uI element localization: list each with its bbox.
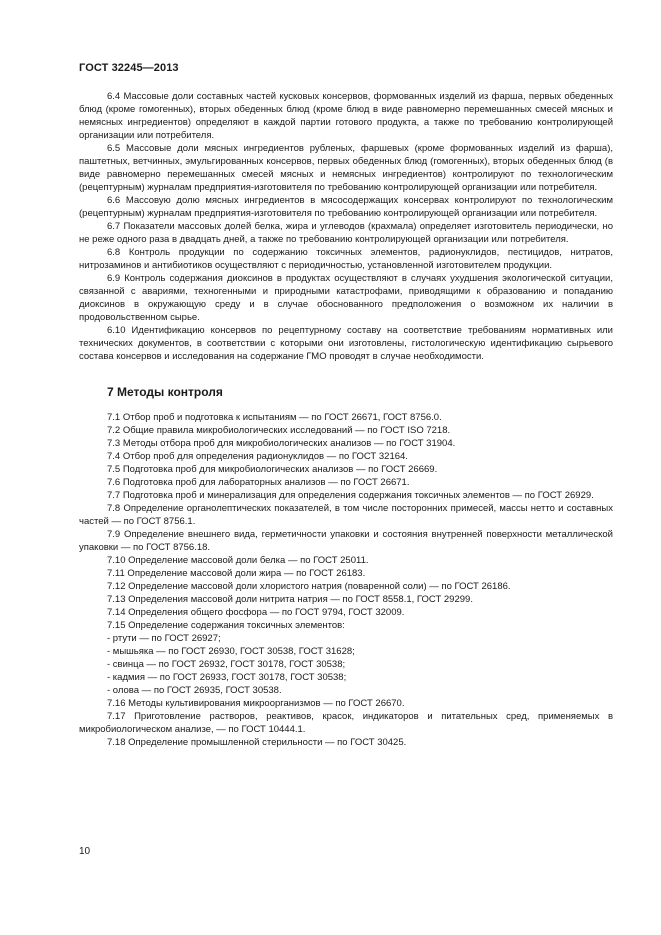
paragraph-6-8: 6.8 Контроль продукции по содержанию токсичных элементов, радионуклидов, пестицидов, нитратов, нитрозаминов и антибиотиков осуществляют с периодичностью, установленной изготовителем продукции. [79, 247, 613, 271]
paragraph-6-10: 6.10 Идентификацию консервов по рецептурному составу на соответствие требованиям нормативных или технических документов, в соответствии с которыми они изготовлены, гистологическую идентификацию сырьевого состава консервов и исследования на содержание ГМО проводят в случае необходимости. [79, 325, 613, 362]
paragraph-6-4: 6.4 Массовые доли составных частей кусковых консервов, формованных изделий из фарша, первых обеденных блюд (кроме гомогенных), вторых обеденных блюд (кроме блюд в виде равномерно перемешанных смесей мясных и немясных ингредиентов) определяют в каждой партии готового продукта, а также по требованию контролирующей организации или потребителя. [79, 91, 613, 141]
item-7-4: 7.4 Отбор проб для определения радионуклидов — по ГОСТ 32164. [107, 451, 408, 462]
item-7-15: 7.15 Определение содержания токсичных элементов: [107, 620, 345, 631]
item-7-7: 7.7 Подготовка проб и минерализация для определения содержания токсичных элементов — по ГОСТ 26929. [107, 490, 594, 501]
document-body [79, 90, 613, 749]
item-7-9: 7.9 Определение внешнего вида, герметичности упаковки и состояния внутренней поверхности металлической упаковки — по ГОСТ 8756.18. [79, 529, 613, 553]
paragraph-6-9: 6.9 Контроль содержания диоксинов в продуктах осуществляют в случаях ухудшения экологической ситуации, связанной с авариями, техногенными и природными катастрофами, приводящими к образованию и попаданию диоксинов в окружающую среду и в случае обоснованного предположения о возможном их наличии в продовольственном сырье. [79, 273, 613, 323]
list-item-tin: - олова — по ГОСТ 26935, ГОСТ 30538. [107, 685, 282, 696]
list-item-cadmium: - кадмия — по ГОСТ 26933, ГОСТ 30178, ГОСТ 30538; [107, 672, 347, 683]
item-7-2: 7.2 Общие правила микробиологических исследований — по ГОСТ ISO 7218. [107, 425, 451, 436]
item-7-5: 7.5 Подготовка проб для микробиологических анализов — по ГОСТ 26669. [107, 464, 438, 475]
item-7-16: 7.16 Методы культивирования микроорганизмов — по ГОСТ 26670. [107, 698, 405, 709]
item-7-14: 7.14 Определения общего фосфора — по ГОСТ 9794, ГОСТ 32009. [107, 607, 405, 618]
list-item-lead: - свинца — по ГОСТ 26932, ГОСТ 30178, ГОСТ 30538; [107, 659, 346, 670]
paragraph-6-5: 6.5 Массовые доли мясных ингредиентов рубленых, фаршевых (кроме формованных изделий из фарша), паштетных, ветчинных, эмульгированных консервов, первых обеденных блюд (гомогенных), вторых обеденных блюд (в виде равномерно перемешанных смесей мясных и немясных ингредиентов) контролируют по технологическим (рецептурным) журналам предприятия-изготовителя по требованию контролирующей организации или потребителя. [79, 143, 613, 193]
item-7-1: 7.1 Отбор проб и подготовка к испытаниям — по ГОСТ 26671, ГОСТ 8756.0. [107, 412, 442, 423]
item-7-11: 7.11 Определение массовой доли жира — по ГОСТ 26183. [107, 568, 366, 579]
list-item-arsenic: - мышьяка — по ГОСТ 26930, ГОСТ 30538, ГОСТ 31628; [107, 646, 355, 657]
paragraph-6-7: 6.7 Показатели массовых долей белка, жира и углеводов (крахмала) определяет изготовитель периодически, но не реже одного раза в двадцать дней, а также по требованию контролирующей организации или потребителя. [79, 221, 613, 245]
item-7-12: 7.12 Определение массовой доли хлористого натрия (поваренной соли) — по ГОСТ 26186. [107, 581, 511, 592]
page-number: 10 [79, 846, 91, 857]
item-7-13: 7.13 Определения массовой доли нитрита натрия — по ГОСТ 8558.1, ГОСТ 29299. [107, 594, 473, 605]
item-7-8: 7.8 Определение органолептических показателей, в том числе посторонних примесей, массы нетто и составных частей — по ГОСТ 8756.1. [79, 503, 613, 527]
item-7-6: 7.6 Подготовка проб для лабораторных анализов — по ГОСТ 26671. [107, 477, 410, 488]
item-7-10: 7.10 Определение массовой доли белка — по ГОСТ 25011. [107, 555, 369, 566]
item-7-17: 7.17 Приготовление растворов, реактивов, красок, индикаторов и питательных сред, применяемых в микробиологическом анализе, — по ГОСТ 10444.1. [79, 711, 613, 735]
document-header: ГОСТ 32245—2013 [79, 62, 179, 74]
list-item-mercury: - ртути — по ГОСТ 26927; [107, 633, 221, 644]
item-7-3: 7.3 Методы отбора проб для микробиологических анализов — по ГОСТ 31904. [107, 438, 456, 449]
paragraph-6-6: 6.6 Массовую долю мясных ингредиентов в мясосодержащих консервах контролируют по технологическим (рецептурным) журналам предприятия-изготовителя по требованию контролирующей организации или потребителя. [79, 195, 613, 219]
item-7-18: 7.18 Определение промышленной стерильности — по ГОСТ 30425. [107, 737, 407, 748]
section-title-7: 7 Методы контроля [107, 385, 223, 399]
